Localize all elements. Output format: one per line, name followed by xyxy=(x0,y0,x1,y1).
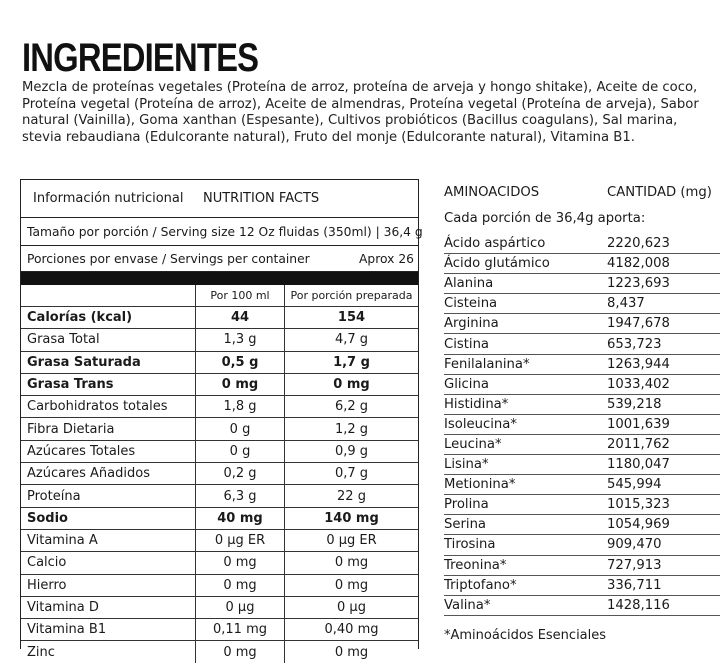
amino-value: 727,913 xyxy=(607,557,662,573)
amino-value: 1054,969 xyxy=(607,517,670,533)
nutrient-portion: 22 g xyxy=(285,485,419,507)
nutrient-per100: 0 mg xyxy=(196,373,285,395)
servings-label: Porciones por envase / Servings per container xyxy=(27,251,310,266)
amino-row xyxy=(444,515,720,535)
column-header-portion: Por porción preparada xyxy=(290,289,413,302)
nutrition-facts-table xyxy=(20,179,423,660)
amino-value: 1180,047 xyxy=(607,457,670,473)
nutrition-row xyxy=(21,396,418,418)
amino-row xyxy=(444,375,720,395)
nutrient-name: Grasa Saturada xyxy=(21,351,196,373)
nutrient-portion: 0,40 mg xyxy=(285,619,419,641)
amino-name: Prolina xyxy=(444,497,489,513)
nutrient-name: Hierro xyxy=(21,574,196,596)
page-title: INGREDIENTES xyxy=(22,36,259,80)
nutrition-row xyxy=(21,574,418,596)
amino-row xyxy=(444,395,720,415)
nutrient-per100: 1,3 g xyxy=(196,329,285,351)
amino-row xyxy=(444,455,720,475)
nutrient-per100: 0 mg xyxy=(196,641,285,663)
amino-value: 1223,693 xyxy=(607,276,670,292)
nutrient-portion: 0,9 g xyxy=(285,440,419,462)
nutrient-name: Grasa Total xyxy=(21,329,196,351)
nutrition-row xyxy=(21,307,418,329)
amino-row xyxy=(444,435,720,455)
amino-row xyxy=(444,475,720,495)
nutrient-portion: 0 mg xyxy=(285,574,419,596)
nutrition-row xyxy=(21,329,418,351)
nutrient-per100: 1,8 g xyxy=(196,396,285,418)
amino-name: Treonina* xyxy=(444,557,507,573)
nutrient-name: Grasa Trans xyxy=(21,373,196,395)
amino-row xyxy=(444,274,720,294)
amino-row xyxy=(444,234,720,254)
amino-name: Metionina* xyxy=(444,477,516,493)
nutrient-name: Azúcares Totales xyxy=(21,440,196,462)
amino-name: Histidina* xyxy=(444,396,509,412)
nutrition-values-table xyxy=(21,285,418,663)
amino-row xyxy=(444,314,720,334)
amino-value: 545,994 xyxy=(607,477,662,493)
nutrition-row xyxy=(21,552,418,574)
amino-name: Alanina xyxy=(444,276,494,292)
amino-name: Triptofano* xyxy=(444,577,517,593)
nutrient-name: Calorías (kcal) xyxy=(21,307,196,329)
nutrition-row xyxy=(21,619,418,641)
nutrient-name: Vitamina B1 xyxy=(21,619,196,641)
nutrition-row xyxy=(21,440,418,462)
amino-name: Cistina xyxy=(444,336,490,352)
nutrient-portion: 6,2 g xyxy=(285,396,419,418)
amino-name: Cisteina xyxy=(444,296,498,312)
amino-name: Valina* xyxy=(444,597,491,613)
amino-header-amount: CANTIDAD (mg) xyxy=(607,184,712,200)
amino-value: 2011,762 xyxy=(607,436,670,452)
nutrient-per100: 0 µg ER xyxy=(196,529,285,551)
nutrition-header-en: NUTRITION FACTS xyxy=(203,191,320,206)
nutrient-portion: 0 mg xyxy=(285,373,419,395)
amino-row xyxy=(444,556,720,576)
amino-row xyxy=(444,334,720,354)
amino-name: Fenilalanina* xyxy=(444,356,530,372)
amino-value: 1001,639 xyxy=(607,416,670,432)
amino-header-name: AMINOACIDOS xyxy=(444,184,540,200)
amino-row xyxy=(444,415,720,435)
column-header-empty xyxy=(21,285,196,307)
amino-row xyxy=(444,576,720,596)
amino-value: 4182,008 xyxy=(607,256,670,272)
amino-value: 539,218 xyxy=(607,396,662,412)
nutrient-portion: 4,7 g xyxy=(285,329,419,351)
amino-value: 8,437 xyxy=(607,296,645,312)
amino-per-portion: Cada porción de 36,4g aporta: xyxy=(444,210,646,226)
nutrition-row xyxy=(21,529,418,551)
amino-name: Ácido glutámico xyxy=(444,256,550,272)
amino-row xyxy=(444,495,720,515)
amino-value: 336,711 xyxy=(607,577,662,593)
amino-acids-section xyxy=(444,180,720,643)
amino-row xyxy=(444,294,720,314)
nutrient-per100: 6,3 g xyxy=(196,485,285,507)
nutrient-per100: 0,11 mg xyxy=(196,619,285,641)
amino-note: *Aminoácidos Esenciales xyxy=(444,627,607,643)
amino-name: Lisina* xyxy=(444,457,489,473)
nutrient-per100: 0 g xyxy=(196,418,285,440)
amino-name: Leucina* xyxy=(444,436,502,452)
nutrient-name: Fibra Dietaria xyxy=(21,418,196,440)
nutrient-portion: 0 µg ER xyxy=(285,529,419,551)
amino-value: 909,470 xyxy=(607,537,662,553)
nutrient-portion: 140 mg xyxy=(285,507,419,529)
amino-value: 1015,323 xyxy=(607,497,670,513)
nutrient-name: Azúcares Añadidos xyxy=(21,463,196,485)
nutrition-header xyxy=(21,180,418,218)
nutrition-row xyxy=(21,373,418,395)
amino-list xyxy=(444,234,720,616)
nutrient-per100: 40 mg xyxy=(196,507,285,529)
amino-name: Isoleucina* xyxy=(444,416,517,432)
nutrient-per100: 0 µg xyxy=(196,596,285,618)
amino-name: Serina xyxy=(444,517,487,533)
nutrient-portion: 0 mg xyxy=(285,641,419,663)
nutrient-name: Proteína xyxy=(21,485,196,507)
nutrient-per100: 0,2 g xyxy=(196,463,285,485)
nutrition-row xyxy=(21,507,418,529)
nutrition-row xyxy=(21,596,418,618)
nutrient-per100: 0,5 g xyxy=(196,351,285,373)
column-header-per100: Por 100 ml xyxy=(196,285,285,307)
column-header-row xyxy=(21,285,418,307)
nutrition-header-es: Información nutricional xyxy=(33,191,184,206)
amino-row xyxy=(444,355,720,375)
amino-value: 2220,623 xyxy=(607,236,670,252)
nutrient-name: Calcio xyxy=(21,552,196,574)
nutrition-row xyxy=(21,485,418,507)
nutrient-portion: 154 xyxy=(285,307,419,329)
nutrition-row xyxy=(21,641,418,663)
amino-name: Glicina xyxy=(444,376,489,392)
amino-value: 1263,944 xyxy=(607,356,670,372)
nutrition-row xyxy=(21,463,418,485)
serving-size: Tamaño por porción / Serving size 12 Oz fluidas (350ml) | 36,4 g xyxy=(21,218,418,246)
nutrient-name: Vitamina D xyxy=(21,596,196,618)
nutrient-per100: 0 g xyxy=(196,440,285,462)
amino-name: Arginina xyxy=(444,316,499,332)
servings-value: Aprox 26 xyxy=(359,251,414,266)
nutrient-portion: 0 µg xyxy=(285,596,419,618)
nutrient-portion: 1,7 g xyxy=(285,351,419,373)
ingredients-text: Mezcla de proteínas vegetales (Proteína de arroz, proteína de arveja y hongo shitake), Aceite de coco, Proteína vegetal (Proteína de arroz), Aceite de almendras, Proteína vegetal (Proteína de arveja), Sabor natural (Vainilla), Goma xanthan (Espesante), Cultivos probióticos (Bacillus coagulans), Sal marina, stevia rebaudiana (Edulcorante natural), Fruto del monje (Edulcorante natural), Vitamina B1. xyxy=(22,80,699,145)
amino-row xyxy=(444,535,720,555)
nutrient-per100: 44 xyxy=(196,307,285,329)
nutrient-per100: 0 mg xyxy=(196,552,285,574)
amino-row xyxy=(444,254,720,274)
thick-divider-bar xyxy=(21,272,418,285)
nutrient-portion: 1,2 g xyxy=(285,418,419,440)
nutrient-portion: 0,7 g xyxy=(285,463,419,485)
amino-value: 1033,402 xyxy=(607,376,670,392)
nutrition-row xyxy=(21,351,418,373)
amino-header xyxy=(444,180,720,204)
amino-value: 653,723 xyxy=(607,336,662,352)
nutrient-name: Vitamina A xyxy=(21,529,196,551)
nutrient-name: Sodio xyxy=(21,507,196,529)
nutrition-row xyxy=(21,418,418,440)
amino-value: 1428,116 xyxy=(607,597,670,613)
nutrient-per100: 0 mg xyxy=(196,574,285,596)
servings-per-container xyxy=(21,246,418,272)
amino-name: Ácido aspártico xyxy=(444,236,546,252)
nutrient-name: Carbohidratos totales xyxy=(21,396,196,418)
amino-row xyxy=(444,596,720,616)
amino-name: Tirosina xyxy=(444,537,496,553)
nutrient-name: Zinc xyxy=(21,641,196,663)
amino-value: 1947,678 xyxy=(607,316,670,332)
nutrient-portion: 0 mg xyxy=(285,552,419,574)
